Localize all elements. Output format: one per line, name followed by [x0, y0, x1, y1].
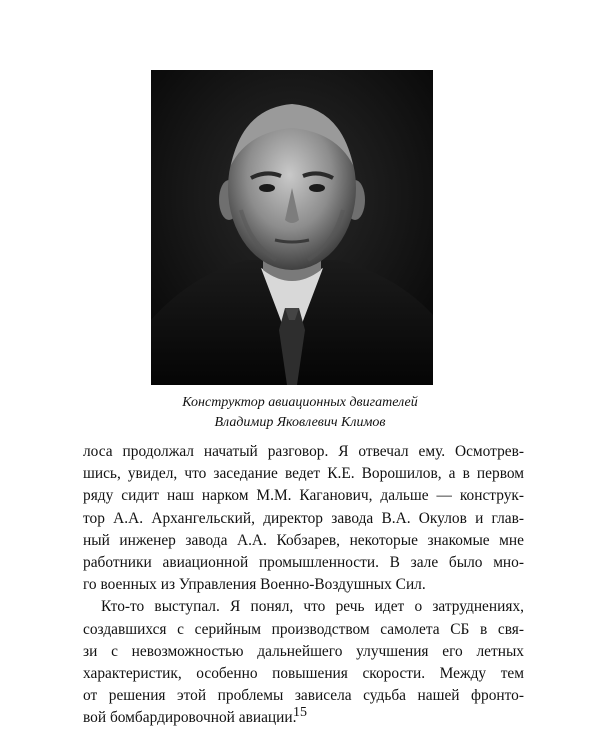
text-line: ный инженер завода А.А. Кобзарев, некоторые знакомые мне [83, 531, 524, 549]
page-number: 15 [293, 705, 307, 720]
text-line: тор А.А. Архангельский, директор завода В.А. Окулов и глав- [83, 509, 524, 527]
text-line: работники авиационной промышленности. В зале было мно- [83, 553, 524, 571]
text-line: вой бомбардировочной авиации. [83, 709, 297, 727]
portrait-illustration [151, 70, 433, 385]
text-line: характеристик, особенно повышения скорости. Между тем [83, 664, 524, 682]
caption-line-1: Конструктор авиационных двигателей [182, 395, 418, 410]
text-line: ряду сидит наш нарком М.М. Каганович, дальше — конструк- [83, 487, 524, 505]
text-line: шись, увидел, что заседание ведет К.Е. Ворошилов, а в первом [83, 465, 524, 483]
text-line: Кто-то выступал. Я понял, что речь идет о затруднениях, [101, 598, 524, 616]
body-paragraphs [83, 441, 524, 729]
portrait-photo [151, 70, 433, 385]
photo-caption [120, 393, 480, 433]
text-line: зи с невозможностью дальнейшего улучшения его летных [83, 642, 524, 660]
text-line: го военных из Управления Военно-Воздушных Сил. [83, 576, 426, 594]
caption-line-2: Владимир Яковлевич Климов [214, 415, 386, 430]
text-line: создавшихся с серийным производством самолета СБ в свя- [83, 620, 524, 638]
text-line: лоса продолжал начатый разговор. Я отвечал ему. Осмотрев- [83, 443, 524, 460]
text-line: от решения этой проблемы зависела судьба нашей фронто- [83, 687, 524, 705]
